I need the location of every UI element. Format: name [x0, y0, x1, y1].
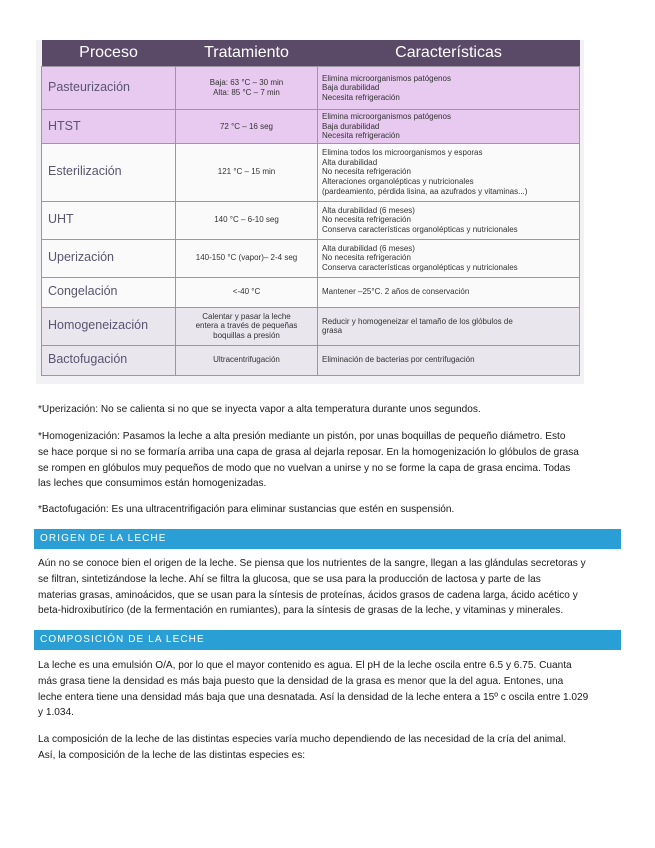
cell-proceso: UHT: [42, 201, 176, 239]
text-line: *Homogenización: Pasamos la leche a alta presión mediante un pistón, por unas boquillas de pequeño diámetro. Esto: [38, 431, 566, 442]
table-row: [42, 110, 580, 144]
text-line: se rompen en glóbulos muy pequeños de modo que no vuelvan a unirse y no se forme la capa de grasa encima. Todas: [38, 462, 571, 474]
cell-line: Elimina todos los microorganismos y esporas: [322, 148, 483, 158]
text-line: leche entera tiene una densidad más baja que una desnatada. Así la densidad de la leche entera a 15º c oscila entre 1.029: [38, 691, 589, 703]
section-heading-origen: [34, 529, 621, 549]
cell-line: 121 °C – 15 min: [217, 167, 276, 177]
table-row: [42, 201, 580, 239]
cell-proceso: Pasteurización: [42, 67, 176, 110]
cell-proceso: Homogeneización: [42, 307, 176, 345]
cell-line: Ultracentrifugación: [213, 355, 280, 365]
cell-tratamiento: [176, 277, 318, 307]
note-uperizacion: [38, 402, 618, 418]
cell-line: Alta durabilidad (6 meses): [322, 205, 415, 215]
paragraph-composicion-2: [38, 732, 618, 764]
paragraph-composicion-1: [38, 658, 618, 721]
cell-line: Elimina microorganismos patógenos: [322, 73, 451, 83]
cell-line: 140-150 °C (vapor)– 2-4 seg: [195, 253, 298, 263]
process-table-image: [36, 40, 584, 384]
cell-line: Mantener –25°C. 2 años de conservación: [322, 287, 470, 297]
cell-line: Alteraciones organolépticas y nutricionales: [322, 177, 474, 187]
table-row: [42, 345, 580, 375]
cell-line: Elimina microorganismos patógenos: [322, 112, 451, 121]
table-header-row: [42, 40, 580, 67]
cell-caracteristicas: [318, 345, 580, 375]
cell-proceso: Uperización: [42, 239, 176, 277]
table-row: [42, 67, 580, 110]
cell-line: No necesita refrigeración: [322, 167, 411, 177]
text-line: Así, la composición de la leche de las distintas especies es:: [38, 749, 306, 761]
cell-line: Necesita refrigeración: [322, 92, 400, 102]
cell-tratamiento: [176, 67, 318, 110]
text-line: se filtran, sintetizándose la leche. Ahí se filtra la glucosa, que se usa para la producción de lactosa y parte de las: [38, 573, 541, 585]
cell-proceso: HTST: [42, 110, 176, 144]
cell-caracteristicas: [318, 201, 580, 239]
table-row: [42, 307, 580, 345]
cell-tratamiento: [176, 110, 318, 144]
section-heading-text: COMPOSICIÓN DE LA LECHE: [40, 634, 205, 645]
cell-line: No necesita refrigeración: [322, 215, 411, 225]
section-heading-text: ORIGEN DE LA LECHE: [40, 533, 167, 544]
cell-caracteristicas: [318, 239, 580, 277]
cell-line: <-40 °C: [232, 287, 261, 297]
cell-line: grasa: [322, 326, 343, 336]
table-row: [42, 277, 580, 307]
text-line: materias grasas, aminoácidos, que se usan para la síntesis de proteínas, ácidos grasos de cadena larga, ácido acético y: [38, 589, 578, 601]
text-line: beta-hidroxibutírico (de la fermentación en rumiantes), para la síntesis de grasas de la leche, y vitaminas y minerales.: [38, 605, 564, 617]
cell-caracteristicas: [318, 110, 580, 144]
note-homogenizacion: [38, 429, 618, 492]
text-line: Aún no se conoce bien el origen de la leche. Se piensa que los nutrientes de la sangre, llegan a las glándulas secretoras y: [38, 558, 586, 569]
cell-caracteristicas: [318, 307, 580, 345]
cell-line: Baja durabilidad: [322, 83, 380, 93]
cell-tratamiento: [176, 307, 318, 345]
note-bactofugacion-text: *Bactofugación: Es una ultracentrifigación para eliminar sustancias que estén en suspensión.: [38, 504, 455, 515]
cell-line: No necesita refrigeración: [322, 253, 411, 263]
section-heading-composicion: [34, 630, 621, 650]
cell-tratamiento: [176, 143, 318, 201]
cell-proceso: Congelación: [42, 277, 176, 307]
cell-line: Alta durabilidad (6 meses): [322, 243, 415, 253]
cell-line: Alta durabilidad: [322, 157, 378, 167]
text-line: y 1.034.: [38, 707, 74, 719]
header-caracteristicas: Características: [318, 40, 580, 67]
cell-line: Eliminación de bacterias por centrifugación: [322, 355, 475, 365]
cell-line: Baja durabilidad: [322, 121, 380, 131]
cell-line: Calentar y pasar la leche: [202, 311, 291, 321]
text-line: las leches que consumimos están homogenizadas.: [38, 478, 267, 490]
cell-caracteristicas: [318, 277, 580, 307]
cell-line: Conserva características organolépticas y nutricionales: [322, 263, 518, 273]
cell-line: Necesita refrigeración: [322, 131, 400, 141]
cell-caracteristicas: [318, 67, 580, 110]
text-line: La composición de la leche de las distintas especies varía mucho dependiendo de las necesidad de la cría del animal.: [38, 734, 567, 745]
process-table: [41, 40, 580, 376]
cell-proceso: Esterilización: [42, 143, 176, 201]
cell-line: boquillas a presión: [213, 331, 280, 341]
header-tratamiento: Tratamiento: [176, 40, 318, 67]
text-line: más grasa tiene la densidad es más baja puesto que la densidad de la grasa es menor que la del agua. Entones, una: [38, 675, 564, 687]
cell-line: entera a través de pequeñas: [195, 321, 298, 331]
text-line: se hace porque si no se formaría arriba una capa de grasa al dejarla reposar. En la homogenización lo glóbulos de grasa: [38, 446, 579, 458]
cell-line: Reducir y homogeneizar el tamaño de los glóbulos de: [322, 316, 513, 326]
cell-tratamiento: [176, 345, 318, 375]
cell-tratamiento: [176, 201, 318, 239]
cell-line: Baja: 63 °C – 30 min: [209, 78, 284, 88]
cell-line: 72 °C – 16 seg: [219, 121, 273, 131]
table-row: [42, 239, 580, 277]
note-uperizacion-text: *Uperización: No se calienta si no que se inyecta vapor a alta temperatura durante unos segundos.: [38, 404, 481, 415]
cell-line: (pardeamiento, pérdida lisina, aa azufrados y vitaminas...): [322, 186, 528, 196]
cell-line: Conserva características organolépticas y nutricionales: [322, 225, 518, 235]
header-proceso: Proceso: [42, 40, 176, 67]
cell-tratamiento: [176, 239, 318, 277]
paragraph-origen: [38, 556, 618, 619]
cell-line: 140 °C – 6-10 seg: [214, 215, 279, 225]
note-bactofugacion: [38, 502, 618, 518]
cell-line: Alta: 85 °C – 7 min: [213, 88, 280, 97]
cell-proceso: Bactofugación: [42, 345, 176, 375]
text-line: La leche es una emulsión O/A, por lo que el mayor contenido es agua. El pH de la leche oscila entre 6.5 y 6.75. Cuanta: [38, 660, 572, 671]
cell-caracteristicas: [318, 143, 580, 201]
table-row: [42, 143, 580, 201]
